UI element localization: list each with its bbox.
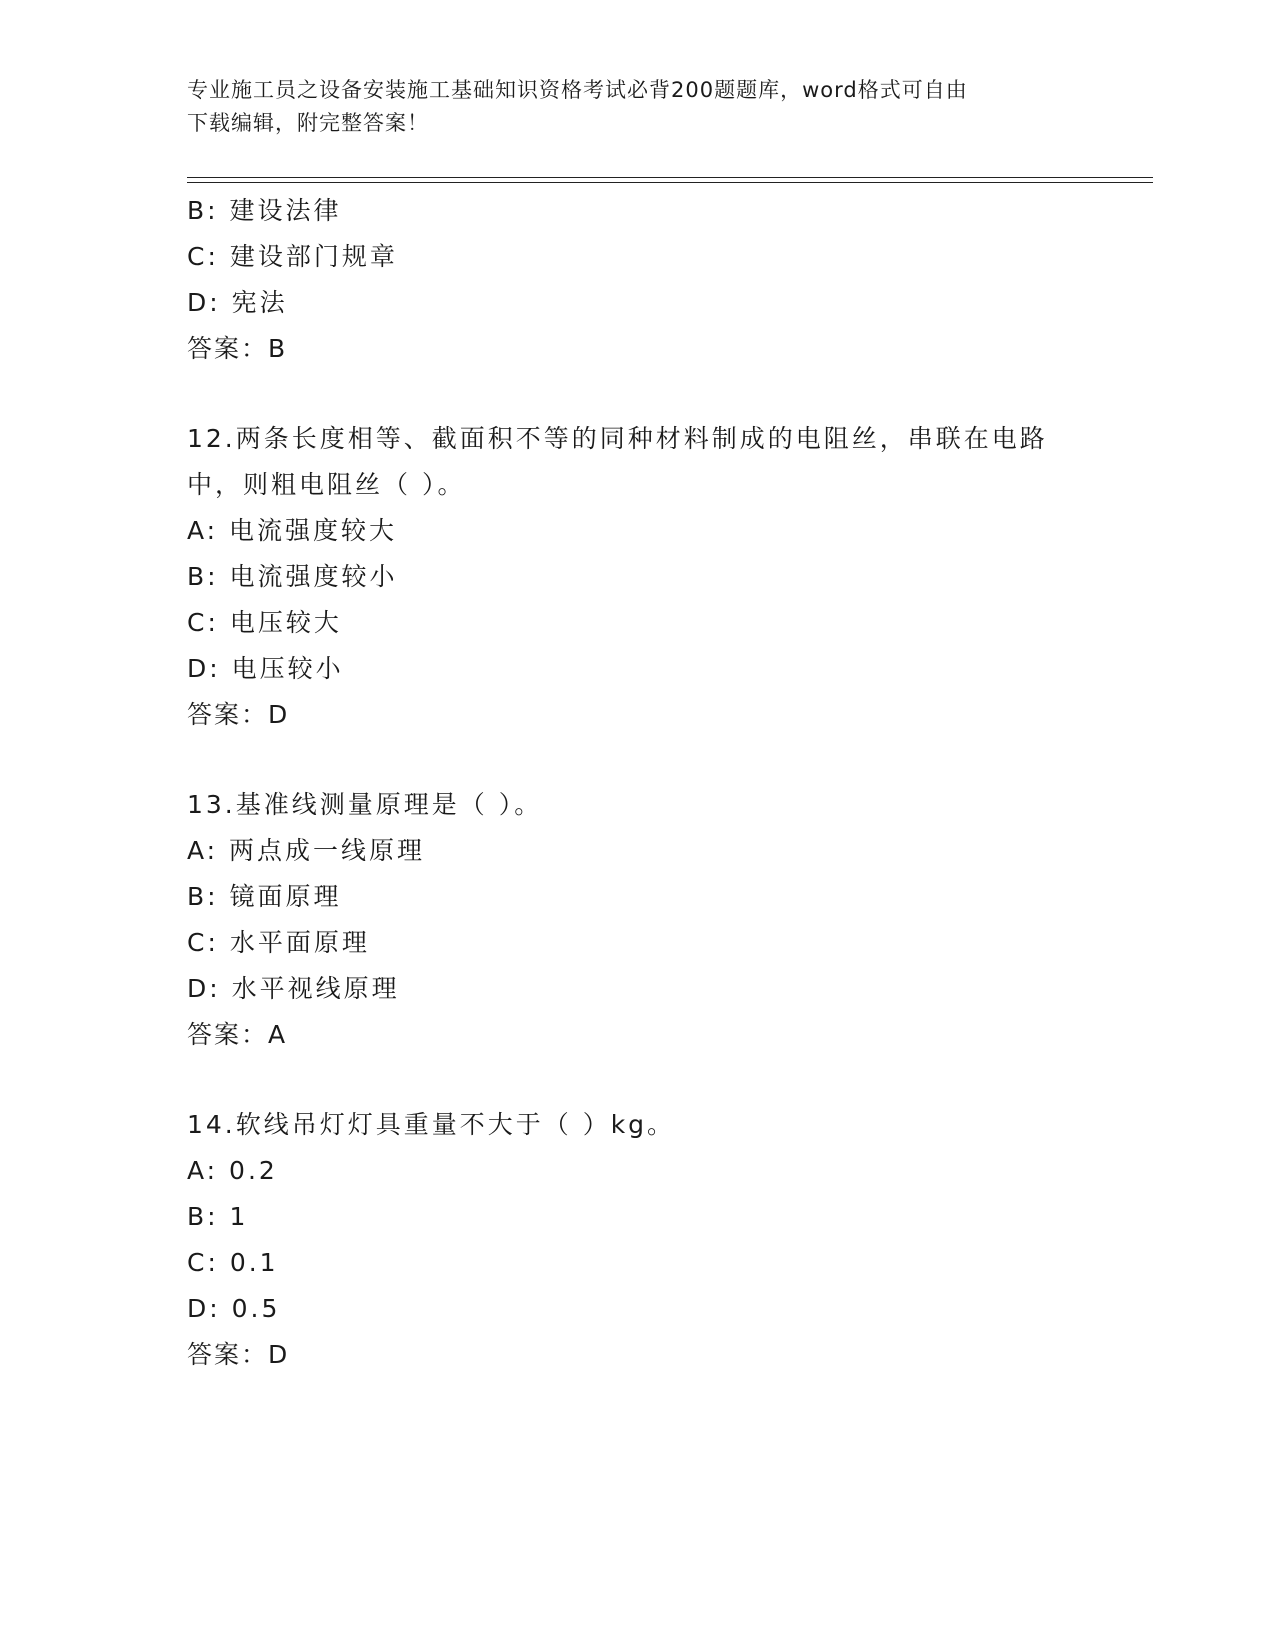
option-a: A: 0.2 bbox=[187, 1156, 278, 1185]
header-line-1: 专业施工员之设备安装施工基础知识资格考试必背200题题库，word格式可自由 bbox=[187, 78, 968, 102]
header-divider-top bbox=[187, 177, 1153, 178]
header-divider-bottom bbox=[187, 182, 1153, 183]
option-d: D: 宪法 bbox=[187, 288, 288, 317]
question-content bbox=[187, 188, 1087, 1378]
option-c: C: 水平面原理 bbox=[187, 928, 370, 957]
option-d: D: 0.5 bbox=[187, 1294, 281, 1323]
option-b: B: 镜面原理 bbox=[187, 882, 342, 911]
document-header bbox=[187, 74, 1087, 140]
continued-question bbox=[187, 188, 1087, 372]
header-line-2: 下载编辑，附完整答案！ bbox=[187, 111, 429, 135]
question-13 bbox=[187, 782, 1087, 1058]
answer-line: 答案：D bbox=[187, 700, 290, 729]
question-stem-line: 14.软线吊灯灯具重量不大于（ ）kg。 bbox=[187, 1110, 676, 1139]
option-c: C: 建设部门规章 bbox=[187, 242, 398, 271]
option-c: C: 电压较大 bbox=[187, 608, 342, 637]
option-d: D: 电压较小 bbox=[187, 654, 344, 683]
option-b: B: 电流强度较小 bbox=[187, 562, 398, 591]
option-c: C: 0.1 bbox=[187, 1248, 279, 1277]
answer-line: 答案：A bbox=[187, 1020, 288, 1049]
option-b: B: 1 bbox=[187, 1202, 249, 1231]
question-stem-line: 中，则粗电阻丝（ ）。 bbox=[187, 470, 466, 499]
question-stem-line: 12.两条长度相等、截面积不等的同种材料制成的电阻丝，串联在电路 bbox=[187, 424, 1048, 453]
answer-line: 答案：D bbox=[187, 1340, 290, 1369]
option-d: D: 水平视线原理 bbox=[187, 974, 400, 1003]
answer-line: 答案：B bbox=[187, 334, 288, 363]
question-14 bbox=[187, 1102, 1087, 1378]
option-b: B: 建设法律 bbox=[187, 196, 342, 225]
question-stem-line: 13.基准线测量原理是（ ）。 bbox=[187, 790, 543, 819]
question-12 bbox=[187, 416, 1087, 738]
option-a: A: 电流强度较大 bbox=[187, 516, 398, 545]
option-a: A: 两点成一线原理 bbox=[187, 836, 426, 865]
